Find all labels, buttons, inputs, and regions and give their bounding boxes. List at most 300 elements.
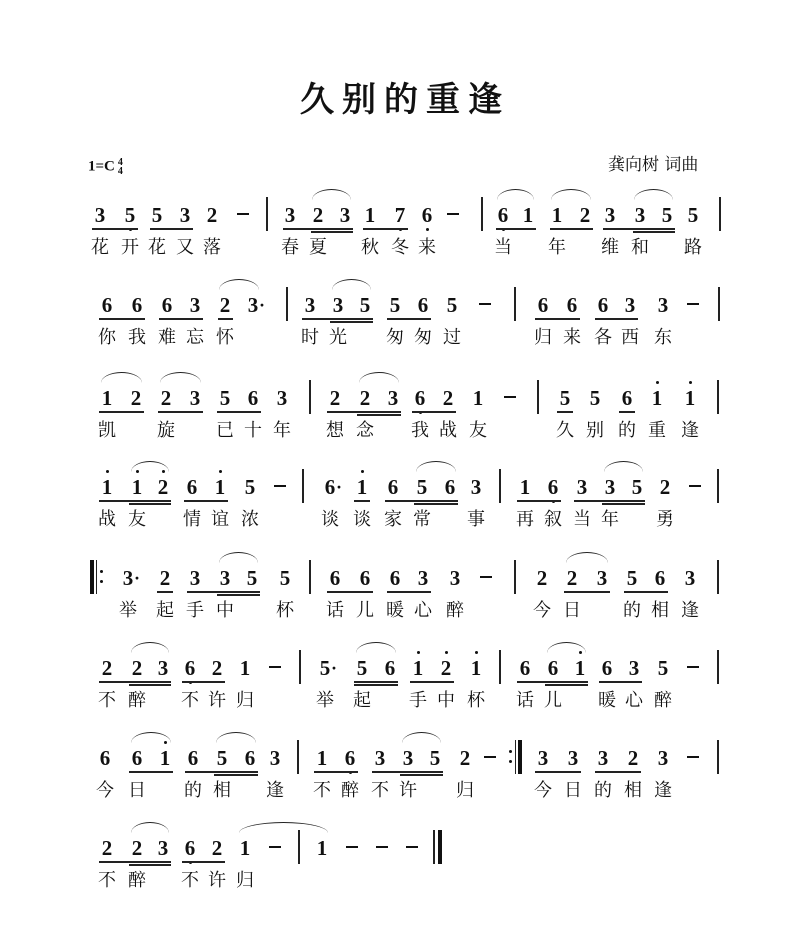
barline	[499, 469, 501, 503]
note-digit: 6	[384, 656, 396, 680]
octave-up-dot	[106, 470, 109, 473]
note-digit: 5	[661, 203, 673, 227]
underline-beam	[357, 414, 401, 416]
note-digit: 3	[332, 293, 344, 317]
lyric-char: 逢	[681, 600, 699, 621]
lyric-char: 花	[91, 237, 109, 258]
lyric-char: 年	[273, 420, 291, 441]
underline-beam	[314, 771, 358, 773]
score-line	[0, 386, 810, 466]
note-digit: 2	[312, 203, 324, 227]
octave-up-dot	[475, 651, 478, 654]
underline-beam	[99, 681, 171, 683]
lyric-char: 杯	[467, 690, 485, 711]
note-digit: 2	[206, 203, 218, 227]
note	[97, 293, 117, 317]
sustain-dash	[484, 756, 496, 758]
note	[650, 566, 670, 590]
score-line	[0, 836, 810, 916]
lyric-char: 心	[625, 690, 643, 711]
note	[466, 656, 486, 680]
note-digit: 2	[536, 566, 548, 590]
underline-beam	[157, 591, 173, 593]
note-digit: 3	[269, 746, 281, 770]
underline-beam	[217, 594, 260, 596]
note	[355, 386, 375, 410]
note	[207, 656, 227, 680]
lyric-char: 相	[651, 600, 669, 621]
lyric-char: 开	[121, 237, 139, 258]
note	[413, 293, 433, 317]
note	[585, 386, 605, 410]
note-digit: 5	[416, 475, 428, 499]
note	[408, 656, 428, 680]
note-digit: 5	[216, 746, 228, 770]
underline-beam	[99, 861, 171, 863]
note	[325, 386, 345, 410]
author-credit: 龚向树 词曲	[608, 155, 699, 175]
barline	[499, 650, 501, 684]
slur	[359, 372, 399, 383]
lyric-char: 路	[684, 237, 702, 258]
note	[438, 386, 458, 410]
lyric-char: 儿	[356, 600, 374, 621]
note-digit: 1	[316, 746, 328, 770]
note-digit: 2	[627, 746, 639, 770]
underline-beam	[603, 228, 675, 230]
note-digit: 5	[626, 566, 638, 590]
note-digit: 2	[442, 386, 454, 410]
time-signature-top: 4	[117, 157, 123, 168]
note-digit: 1	[684, 386, 696, 410]
lyric-char: 的	[623, 600, 641, 621]
note	[412, 475, 432, 499]
note-digit: 5	[219, 386, 231, 410]
lyric-char: 日	[564, 780, 582, 801]
note-digit: 6	[444, 475, 456, 499]
repeat-sign-part	[90, 560, 94, 594]
barline	[266, 197, 268, 231]
underline-beam	[330, 321, 373, 323]
underline-beam	[535, 771, 581, 773]
note	[90, 203, 110, 227]
lyric-char: 旋	[157, 420, 175, 441]
note-digit: 6	[329, 566, 341, 590]
lyric-char: 匆	[386, 327, 404, 348]
lyric-char: 归	[236, 870, 254, 891]
sustain-dash	[687, 303, 699, 305]
lyric-char: 战	[98, 509, 116, 530]
sustain-dash	[689, 485, 701, 487]
note	[272, 386, 292, 410]
note	[300, 293, 320, 317]
repeat-sign-part	[515, 740, 516, 774]
note	[153, 656, 173, 680]
note	[593, 746, 613, 770]
note-digit: 1	[159, 746, 171, 770]
repeat-sign-part	[509, 760, 512, 763]
note-digit: 6	[184, 836, 196, 860]
note	[653, 656, 673, 680]
note-digit: 1	[412, 656, 424, 680]
note-digit: 1	[364, 203, 376, 227]
note-digit: 3	[402, 746, 414, 770]
lyric-char: 秋	[361, 237, 379, 258]
note	[185, 293, 205, 317]
note-digit: 3	[94, 203, 106, 227]
note	[518, 203, 538, 227]
lyric-char: 醉	[128, 870, 146, 891]
underline-beam	[557, 411, 573, 413]
lyric-char: 友	[469, 420, 487, 441]
song-title: 久别的重逢	[300, 80, 510, 120]
note	[340, 746, 360, 770]
note	[533, 293, 553, 317]
lyric-char: 别	[586, 420, 604, 441]
slur	[101, 372, 142, 383]
note	[385, 293, 405, 317]
lyric-char: 不	[98, 870, 116, 891]
barline	[719, 197, 721, 231]
repeat-sign-part	[509, 750, 512, 753]
note-digit: 6	[654, 566, 666, 590]
note-digit: 6	[597, 293, 609, 317]
note-digit: 2	[359, 386, 371, 410]
note-digit: 2	[579, 203, 591, 227]
note	[653, 746, 673, 770]
underline-beam	[99, 411, 144, 413]
note	[126, 386, 146, 410]
lyric-char: 家	[384, 509, 402, 530]
note	[515, 656, 535, 680]
note	[215, 566, 235, 590]
lyric-char: 话	[516, 690, 534, 711]
note-digit: 1	[551, 203, 563, 227]
lyric-char: 怀	[216, 327, 234, 348]
repeat-end-barline	[509, 740, 523, 774]
note	[555, 386, 575, 410]
barline	[717, 740, 719, 774]
note-digit: 3	[417, 566, 429, 590]
note-digit: 5	[446, 293, 458, 317]
underline-beam	[496, 228, 536, 230]
lyric-char: 凯	[98, 420, 116, 441]
note	[547, 203, 567, 227]
underline-beam	[387, 318, 431, 320]
octave-up-dot	[445, 651, 448, 654]
lyric-char: 匆	[414, 327, 432, 348]
note	[683, 203, 703, 227]
lyric-char: 举	[119, 600, 137, 621]
note-digit: 6	[547, 656, 559, 680]
note	[240, 475, 260, 499]
lyric-char: 醉	[654, 690, 672, 711]
note	[265, 746, 285, 770]
score-line	[0, 746, 810, 826]
note	[442, 293, 462, 317]
underline-beam	[354, 500, 370, 502]
note-digit: 3	[449, 566, 461, 590]
note	[622, 566, 642, 590]
note-digit: 1	[101, 386, 113, 410]
note-digit: 2	[329, 386, 341, 410]
note	[242, 566, 262, 590]
underline-beam	[363, 228, 408, 230]
underline-beam	[217, 411, 261, 413]
lyric-char: 举	[316, 690, 334, 711]
barline	[309, 560, 311, 594]
barline	[514, 560, 516, 594]
note-digit: 3	[189, 293, 201, 317]
underline-beam	[150, 228, 193, 230]
note-digit: 1	[472, 386, 484, 410]
barline	[514, 287, 516, 321]
note-digit: 2	[160, 386, 172, 410]
note-digit: 5	[244, 475, 256, 499]
note	[440, 475, 460, 499]
note-digit: 3	[247, 293, 259, 317]
sustain-dash	[687, 666, 699, 668]
sustain-dash	[504, 396, 516, 398]
barline	[298, 830, 300, 864]
note-digit: 6	[101, 293, 113, 317]
note-digit: 6	[244, 746, 256, 770]
note	[575, 203, 595, 227]
note-digit: 2	[459, 746, 471, 770]
underline-beam	[574, 500, 645, 502]
note-digit: 5	[657, 656, 669, 680]
note-digit: 3	[304, 293, 316, 317]
note	[240, 746, 260, 770]
lyric-char: 日	[128, 780, 146, 801]
note-digit: 6	[184, 656, 196, 680]
note-digit: 6	[186, 475, 198, 499]
note-digit: 6	[131, 746, 143, 770]
note-digit: 5	[246, 566, 258, 590]
note-digit: 1	[214, 475, 226, 499]
note	[653, 293, 673, 317]
note-digit: 6	[497, 203, 509, 227]
note	[335, 203, 355, 227]
note	[320, 475, 343, 499]
lyric-char: 落	[203, 237, 221, 258]
note-digit: 3	[189, 566, 201, 590]
lyric-char: 情	[183, 509, 201, 530]
note	[243, 386, 263, 410]
note-digit: 6	[344, 746, 356, 770]
lyric-char: 醉	[446, 600, 464, 621]
note-digit: 6	[131, 293, 143, 317]
note	[182, 475, 202, 499]
barline	[302, 469, 304, 503]
note	[180, 836, 200, 860]
note	[466, 475, 486, 499]
underline-beam	[327, 591, 373, 593]
lyric-char: 年	[601, 509, 619, 530]
note	[593, 293, 613, 317]
note	[647, 386, 667, 410]
note-digit: 3	[179, 203, 191, 227]
lyric-char: 各	[594, 327, 612, 348]
underline-beam	[599, 681, 642, 683]
note-digit: 6	[359, 566, 371, 590]
sustain-dash	[274, 485, 286, 487]
note	[563, 746, 583, 770]
note-digit: 3	[657, 746, 669, 770]
underline-beam	[283, 228, 353, 230]
lyric-char: 当	[573, 509, 591, 530]
sustain-dash	[269, 846, 281, 848]
note-digit: 3	[604, 203, 616, 227]
note	[127, 475, 147, 499]
note	[325, 566, 345, 590]
note-digit: 2	[440, 656, 452, 680]
lyric-char: 今	[96, 780, 114, 801]
note	[312, 836, 332, 860]
note	[153, 475, 173, 499]
note	[680, 566, 700, 590]
lyric-char: 你	[98, 327, 116, 348]
note	[120, 203, 140, 227]
note	[95, 746, 115, 770]
note-digit: 2	[566, 566, 578, 590]
sustain-dash	[269, 666, 281, 668]
underline-beam	[182, 861, 225, 863]
barline	[717, 469, 719, 503]
note	[235, 656, 255, 680]
lyric-char: 浓	[241, 509, 259, 530]
underline-beam	[387, 591, 431, 593]
lyric-char: 久	[556, 420, 574, 441]
lyric-char: 过	[443, 327, 461, 348]
note-digit: 2	[131, 656, 143, 680]
note-digit: 3	[284, 203, 296, 227]
note	[398, 746, 418, 770]
note	[355, 566, 375, 590]
underline-beam	[550, 228, 593, 230]
note-digit: 6	[387, 475, 399, 499]
slur	[160, 372, 201, 383]
lyric-char: 不	[181, 870, 199, 891]
note-digit: 6	[99, 746, 111, 770]
note-digit: 1	[470, 656, 482, 680]
lyric-char: 醉	[341, 780, 359, 801]
note	[280, 203, 300, 227]
underline-beam	[182, 681, 225, 683]
note-digit: 3	[339, 203, 351, 227]
note	[352, 656, 372, 680]
note	[380, 656, 400, 680]
note	[543, 656, 563, 680]
underline-beam	[400, 774, 443, 776]
note	[147, 203, 167, 227]
note-digit: 3	[276, 386, 288, 410]
note-digit: 3	[624, 293, 636, 317]
note-digit: 5	[319, 656, 331, 680]
sustain-dash	[479, 303, 491, 305]
underline-beam	[354, 684, 398, 686]
score-line	[0, 566, 810, 646]
note	[180, 656, 200, 680]
note	[207, 836, 227, 860]
lyric-char: 手	[186, 600, 204, 621]
note	[97, 836, 117, 860]
note-digit: 3	[684, 566, 696, 590]
note-digit: 5	[631, 475, 643, 499]
underline-beam	[624, 591, 668, 593]
note-digit: 2	[659, 475, 671, 499]
note-digit: 6	[187, 746, 199, 770]
note	[97, 475, 117, 499]
lyric-char: 许	[208, 690, 226, 711]
note-digit: 2	[131, 836, 143, 860]
lyric-char: 忘	[186, 327, 204, 348]
lyric-char: 和	[631, 237, 649, 258]
note	[680, 386, 700, 410]
underline-beam	[129, 503, 171, 505]
lyric-char: 的	[594, 780, 612, 801]
underline-beam	[92, 228, 138, 230]
note	[360, 203, 380, 227]
note-digit: 3	[576, 475, 588, 499]
note-digit: 5	[687, 203, 699, 227]
lyric-char: 难	[158, 327, 176, 348]
note	[493, 203, 513, 227]
lyric-char: 不	[371, 780, 389, 801]
underline-beam	[214, 774, 258, 776]
lyric-char: 花	[148, 237, 166, 258]
barline	[718, 287, 720, 321]
lyric-char: 西	[621, 327, 639, 348]
barline	[537, 380, 539, 414]
note-digit: 5	[124, 203, 136, 227]
note-digit: 3	[470, 475, 482, 499]
note	[624, 656, 644, 680]
lyric-char: 起	[156, 600, 174, 621]
barline	[717, 650, 719, 684]
underline-beam	[633, 231, 675, 233]
final-barline	[433, 830, 443, 864]
lyric-char: 归	[236, 690, 254, 711]
note-digit: 2	[157, 475, 169, 499]
lyric-char: 醉	[128, 690, 146, 711]
underline-beam	[602, 503, 645, 505]
lyric-char: 时	[301, 327, 319, 348]
note-digit: 6	[389, 566, 401, 590]
note	[562, 293, 582, 317]
lyric-char: 的	[184, 780, 202, 801]
note-digit: 1	[522, 203, 534, 227]
note	[127, 746, 147, 770]
score-line	[0, 656, 810, 736]
key-signature	[88, 158, 123, 176]
note-digit: 5	[356, 656, 368, 680]
lyric-char: 叙	[544, 509, 562, 530]
lyric-char: 相	[213, 780, 231, 801]
note	[127, 293, 147, 317]
note	[657, 203, 677, 227]
underline-beam	[99, 500, 171, 502]
note	[620, 293, 640, 317]
note	[597, 656, 617, 680]
sustain-dash	[447, 213, 459, 215]
note	[312, 746, 332, 770]
note	[532, 566, 552, 590]
note-digit: 6	[161, 293, 173, 317]
note-digit: 6	[421, 203, 433, 227]
note	[328, 293, 348, 317]
lyric-char: 谈	[353, 509, 371, 530]
